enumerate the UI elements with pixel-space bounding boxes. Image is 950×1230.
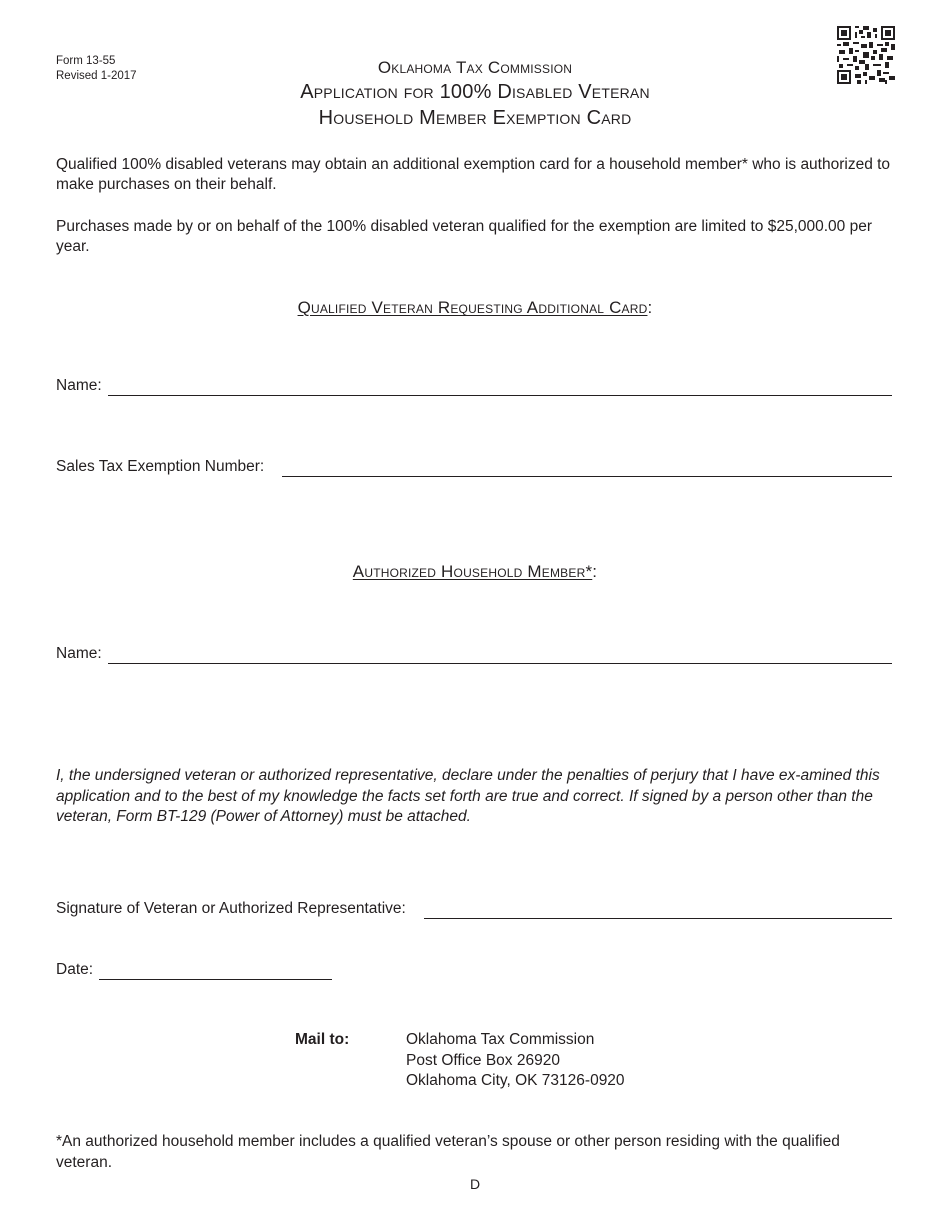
household-name-label: Name: xyxy=(56,645,102,662)
perjury-declaration: I, the undersigned veteran or authorized representative, declare under the penalties of perjury that I have ex-amined this application and to the best of my knowledge the facts set forth are true and correct. If signed by a person other than the veteran, Form BT-129 (Power of Attorney) must be attached. xyxy=(56,767,880,825)
exemption-number-field[interactable] xyxy=(282,460,892,477)
exemption-number-label: Sales Tax Exemption Number: xyxy=(56,458,265,475)
household-section-heading-text: Authorized Household Member* xyxy=(352,562,593,581)
intro-paragraph-1: Qualified 100% disabled veterans may obtain an additional exemption card for a household member* who is authorized to make purchases on their behalf. xyxy=(56,156,891,193)
form-title-block xyxy=(0,57,950,131)
veteran-name-field[interactable] xyxy=(108,379,892,396)
intro-paragraph-2: Purchases made by or on behalf of the 100% disabled veteran qualified for the exemption are limited to $25,000.00 per year. xyxy=(56,218,872,255)
signature-field[interactable] xyxy=(424,902,892,919)
revision-date: Revised 1-2017 xyxy=(56,70,137,82)
veteran-name-row xyxy=(56,376,892,396)
date-label: Date: xyxy=(56,961,94,978)
agency-name: Oklahoma Tax Commission xyxy=(377,58,573,77)
exemption-number-row xyxy=(56,457,892,477)
mail-address-line-3: Oklahoma City, OK 73126-0920 xyxy=(406,1072,625,1089)
form-number: Form 13-55 xyxy=(56,55,116,67)
veteran-name-label: Name: xyxy=(56,377,102,394)
household-name-row xyxy=(56,644,892,664)
date-row xyxy=(56,960,332,980)
mail-to-label: Mail to: xyxy=(295,1031,350,1048)
page-identifier: D xyxy=(469,1176,481,1192)
date-field[interactable] xyxy=(99,963,332,980)
household-name-field[interactable] xyxy=(108,647,892,664)
form-title-line-1: Application for 100% Disabled Veteran xyxy=(300,81,650,103)
household-section-heading xyxy=(0,561,950,583)
mail-address-line-2: Post Office Box 26920 xyxy=(406,1051,560,1069)
veteran-section-heading xyxy=(0,297,950,319)
form-title-line-2: Household Member Exemption Card xyxy=(318,107,632,129)
qr-code-icon xyxy=(837,26,895,84)
signature-label: Signature of Veteran or Authorized Representative: xyxy=(56,900,406,917)
mailing-address xyxy=(406,1030,625,1092)
veteran-section-heading-text: Qualified Veteran Requesting Additional Card xyxy=(297,298,648,317)
household-section-heading-colon: : xyxy=(592,562,598,581)
household-member-footnote: *An authorized household member includes a qualified veteran’s spouse or other person residing with the qualified veteran. xyxy=(56,1133,840,1171)
signature-row xyxy=(56,899,892,919)
mail-address-line-1: Oklahoma Tax Commission xyxy=(406,1031,595,1048)
veteran-section-heading-colon: : xyxy=(647,298,653,317)
